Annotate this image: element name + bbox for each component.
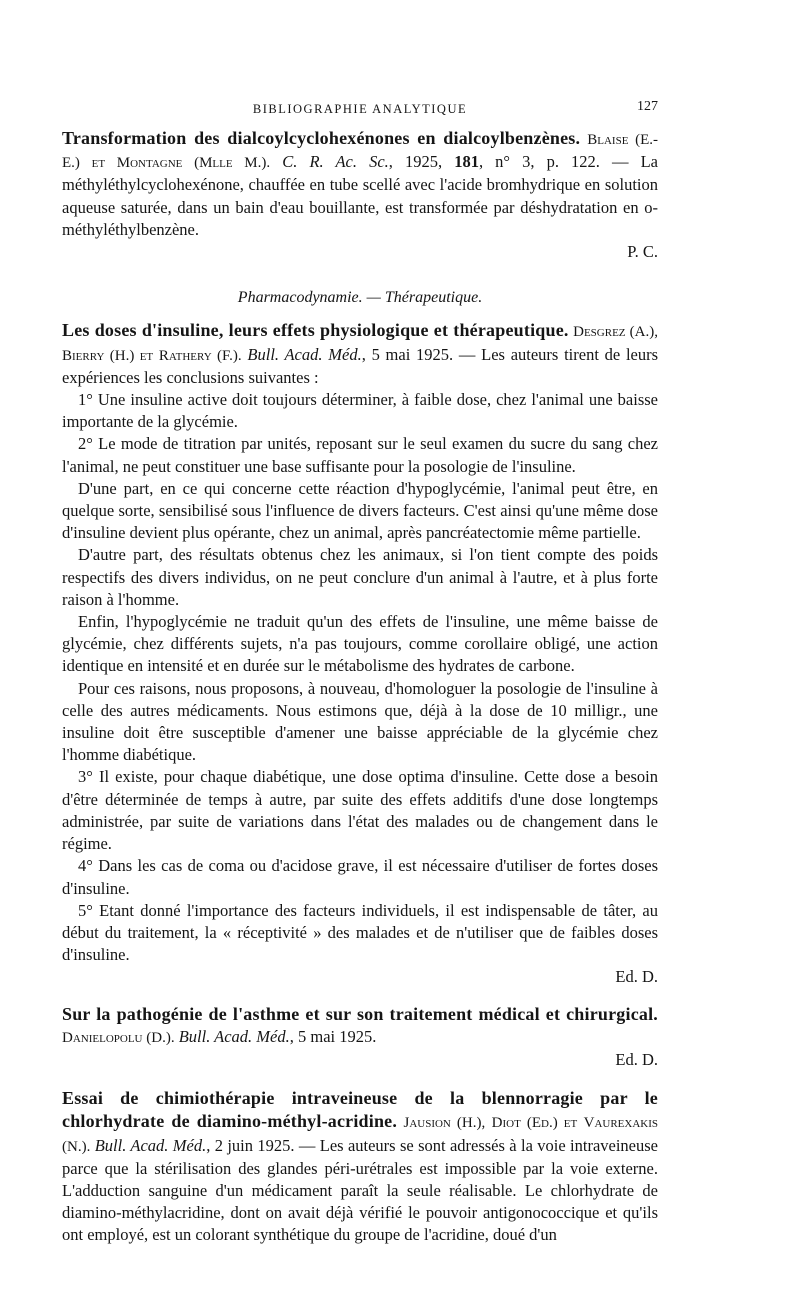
article-paragraph: 1° Une insuline active doit toujours déterminer, à faible dose, chez l'animal une baisse importante de la glycémie. — [62, 390, 658, 432]
article-reference: , 5 mai 1925. — [361, 344, 454, 364]
article-paragraph: Pour ces raisons, nous proposons, à nouveau, d'homologuer la posologie de l'insuline à celle des autres médicaments. Nous estimons que, déjà à la dose de 10 milligr., une insuline doit être susceptible d'amener une baisse appréciable de la glycémie chez l'homme diabétique. — [62, 678, 658, 765]
text-column — [62, 127, 658, 1247]
article-authors: Danielopolu (D.). — [62, 1029, 175, 1046]
running-head-title: BIBLIOGRAPHIE ANALYTIQUE — [252, 102, 468, 116]
article-journal: Bull. Acad. Méd. — [178, 1026, 290, 1046]
article-entry — [62, 1003, 658, 1049]
article-entry — [62, 127, 658, 241]
article-paragraph: 4° Dans les cas de coma ou d'acidose grave, il est nécessaire d'utiliser de fortes doses d'insuline. — [62, 856, 658, 898]
article-volume: 181 — [454, 152, 479, 172]
running-head — [62, 96, 658, 116]
article-title: Essai de chimiothérapie intraveineuse de la blennorragie par le chlorhydrate de diamino-méthyl-acridine. — [62, 1088, 658, 1132]
article-journal: C. R. Ac. Sc. — [282, 152, 389, 172]
article-title: Les doses d'insuline, leurs effets physiologique et thérapeutique. — [62, 320, 569, 341]
article-reference-end: , n° 3, p. 122. — [478, 152, 600, 172]
article-title: Sur la pathogénie de l'asthme et sur son traitement médical et chirurgical. — [62, 1003, 658, 1024]
article-entry — [62, 1087, 658, 1246]
article-reference: , 1925, — [388, 152, 443, 172]
article-paragraph: Enfin, l'hypoglycémie ne traduit qu'un des effets de l'insuline, une même baisse de glycémie, chez différents sujets, n'a pas toujours, comme corollaire obligé, une action identique en intensité et en durée sur le métabolisme des hydrates de carbone. — [62, 612, 658, 676]
article-authors: Blaise (E.-E.) et Montagne (Mlle M.). — [62, 132, 659, 172]
article-journal: Bull. Acad. Méd. — [94, 1135, 207, 1155]
page-number: 127 — [637, 99, 658, 114]
article-reference: , 5 mai 1925. — [289, 1026, 377, 1046]
article-reference: , 2 juin 1925. — [206, 1135, 295, 1155]
article-abstract: — Les auteurs se sont adressés à la voie intraveineuse parce que la stérilisation des glandes péri-urétrales est impossible par la voie externe. L'adduction sanguine d'un médicament paraît la seule réalisable. Le chlorhydrate de diamino-méthylacridine, dont on avait déjà vérifié le pouvoir antigonococcique et qu'ils ont employé, est un colorant synthétique du groupe de l'acridine, doué d'un — [62, 1135, 659, 1245]
article-signature: Ed. D. — [615, 1049, 658, 1069]
section-heading: Pharmacodynamie. — Thérapeutique. — [237, 289, 483, 307]
article-authors: Vaurexakis (N.). — [62, 1115, 659, 1155]
article-abstract: — La méthyléthylcyclohexénone, chauffée en tube scellé avec l'acide bromhydrique en solution aqueuse saturée, dans un bain d'eau bouillante, est transformée par déshydratation en o-méthyléthylbenzène. — [62, 152, 659, 239]
article-paragraph: D'une part, en ce qui concerne cette réaction d'hypoglycémie, l'animal peut être, en quelque sorte, sensibilisé sous l'influence de divers facteurs. C'est ainsi qu'une même dose d'insuline devient plus opérante, chez un animal, après pancréatectomie même partielle. — [62, 478, 658, 543]
article-entry — [62, 319, 658, 389]
article-paragraph: 2° Le mode de titration par unités, reposant sur le seul examen du sucre du sang chez l'animal, ne peut constituer une base suffisante pour la posologie de l'insuline. — [62, 434, 658, 476]
article-paragraph: D'autre part, des résultats obtenus chez les animaux, si l'on tient compte des poids respectifs des divers individus, on ne peut conclure d'un animal à l'autre, et à plus forte raison à l'homme. — [62, 545, 658, 609]
article-intro: — Les auteurs tirent de leurs expériences les conclusions suivantes : — [62, 344, 659, 387]
article-signature: Ed. D. — [615, 967, 658, 987]
article-paragraph: 3° Il existe, pour chaque diabétique, une dose optima d'insuline. Cette dose a besoin d'être déterminée de temps à autre, par suite des effets additifs d'une dose longtemps administrée, par suite de variations dans l'état des malades ou de changement dans le régime. — [62, 767, 658, 854]
article-signature: P. C. — [627, 242, 658, 262]
article-journal: Bull. Acad. Méd. — [247, 344, 362, 364]
article-authors: Diot (Ed.) et — [491, 1115, 578, 1132]
article-authors: Jausion (H.), — [403, 1115, 486, 1132]
article-paragraph: 5° Etant donné l'importance des facteurs individuels, il est indispensable de tâter, au début du traitement, la « réceptivité » des malades et de n'utiliser que de faibles doses d'insuline. — [62, 900, 658, 965]
article-title: Transformation des dialcoylcyclohexénones en dialcoylbenzènes. — [62, 128, 581, 148]
article-authors: Desgrez (A.), — [573, 324, 658, 341]
article-authors: Rathery (F.). — [158, 347, 242, 364]
article-authors: Bierry (H.) et — [62, 347, 154, 364]
